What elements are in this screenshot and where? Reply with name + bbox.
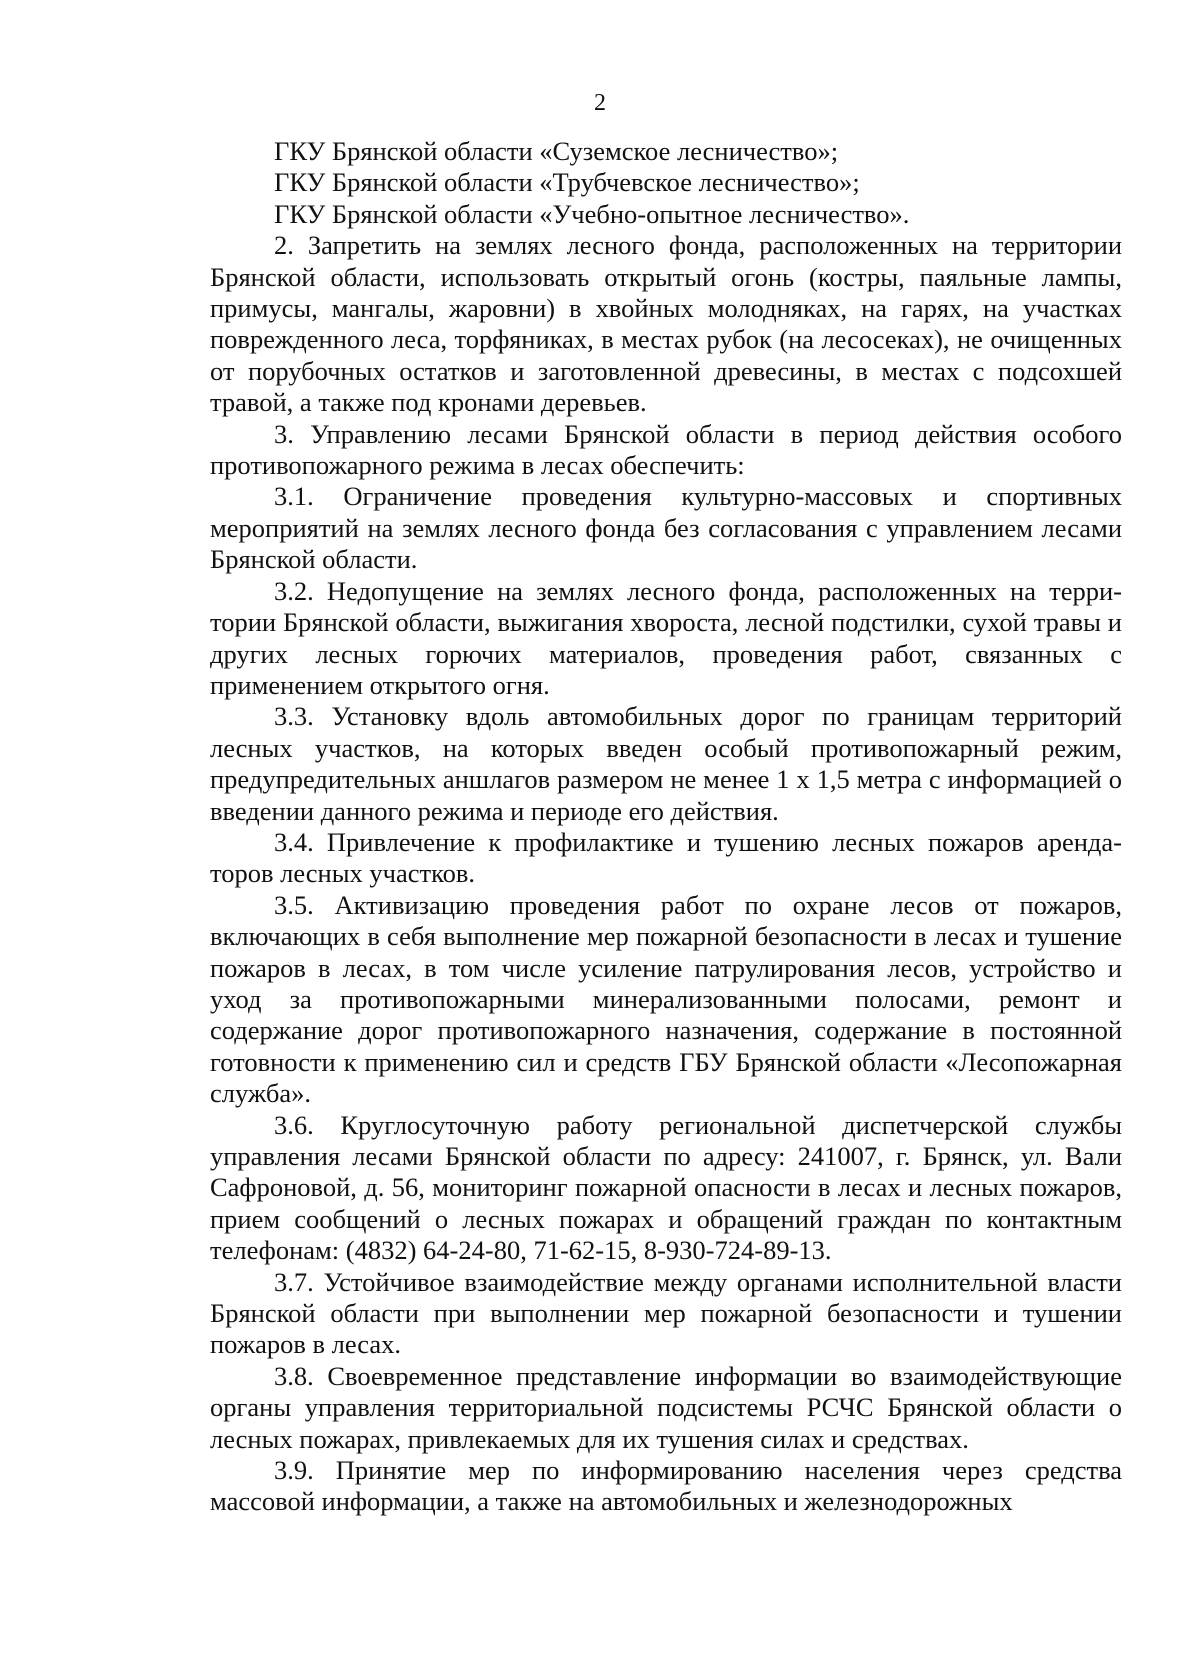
paragraph-3-forest-management-duties: 3. Управлению лесами Брянской области в период действия особого противопожарного режима в лесах обеспечить: [210, 418, 1122, 481]
paragraph-3-4-tenants-involvement: 3.4. Привлечение к профилактике и тушению лесных пожаров арендаторов лесных участков. [210, 826, 1122, 889]
page-number: 2 [594, 90, 606, 116]
paragraph-2-open-fire-ban: 2. Запретить на землях лесного фонда, расположенных на территории Брянской области, использовать открытый огонь (костры, паяльные лампы, примусы, мангалы, жаровни) в хвойных молодняках, на гарях, на участках поврежденного леса, торфяниках, в местах рубок (на лесосеках), не очищенных от порубочных остатков и заготовленной древесины, в местах с подсохшей травой, а также под кронами деревьев. [210, 230, 1122, 418]
paragraph-3-9-public-informing: 3.9. Принятие мер по информированию населения через средства массовой информации, а также на автомобильных и железнодорожных [210, 1455, 1122, 1517]
paragraph-suzemka-forestry: ГКУ Брянской области «Суземское лесничество»; [274, 136, 839, 166]
paragraph-3-1-events-restriction: 3.1. Ограничение проведения культурно-массовых и спортивных мероприятий на землях лесного фонда без согласования с управлением лесами Брянской области. [210, 481, 1122, 575]
paragraph-3-3-warning-signs: 3.3. Установку вдоль автомобильных дорог по границам территорий лесных участков, на которых введен особый противопожарный режим, предупредительных аншлагов размером не менее 1 х 1,5 метра с информацией о введении данного режима и периоде его действия. [210, 701, 1122, 826]
paragraph-3-6-dispatch-service: 3.6. Круглосуточную работу региональной диспетчерской службы управления лесами Брянской области по адресу: 241007, г. Брянск, ул. Вали Сафроновой, д. 56, мониторинг пожарной опасности в лесах и лесных пожаров, прием сообщений о лесных пожарах и обращений граждан по контактным телефонам: (4832) 64-24-80, 71-62-15, 8-930-724-89-13. [210, 1109, 1122, 1266]
paragraph-3-8-information-provision: 3.8. Своевременное представление информации во взаимодействующие органы управления территориальной подсистемы РСЧС Брянской области о лесных пожарах, привлекаемых для их тушения силах и средствах. [210, 1360, 1122, 1454]
paragraph-3-5-fire-protection-works: 3.5. Активизацию проведения работ по охране лесов от пожаров, включающих в себя выполнение мер пожарной безопасности в лесах и тушение пожаров в лесах, в том числе усиление патрулирования лесов, устройство и уход за противопожарными минерализованными полосами, ремонт и содержание дорог противопожарного назначения, содержание в постоянной готовности к применению сил и средств ГБУ Брянской области «Лесопожарная служба». [210, 889, 1122, 1109]
paragraph-trubchevsk-forestry: ГКУ Брянской области «Трубчевское лесничество»; [274, 167, 860, 198]
paragraph-3-7-interaction: 3.7. Устойчивое взаимодействие между органами исполнительной власти Брянской области при выполнении мер пожарной безопасности и тушении пожаров в лесах. [210, 1266, 1122, 1360]
document-body [210, 136, 1122, 1518]
paragraph-3-2-burning-prevention: 3.2. Недопущение на землях лесного фонда, расположенных на территории Брянской области, выжигания хвороста, лесной подстилки, сухой травы и других лесных горючих материалов, проведения работ, связанных с применением открытого огня. [210, 575, 1122, 700]
paragraph-training-forestry: ГКУ Брянской области «Учебно-опытное лесничество». [274, 198, 910, 229]
